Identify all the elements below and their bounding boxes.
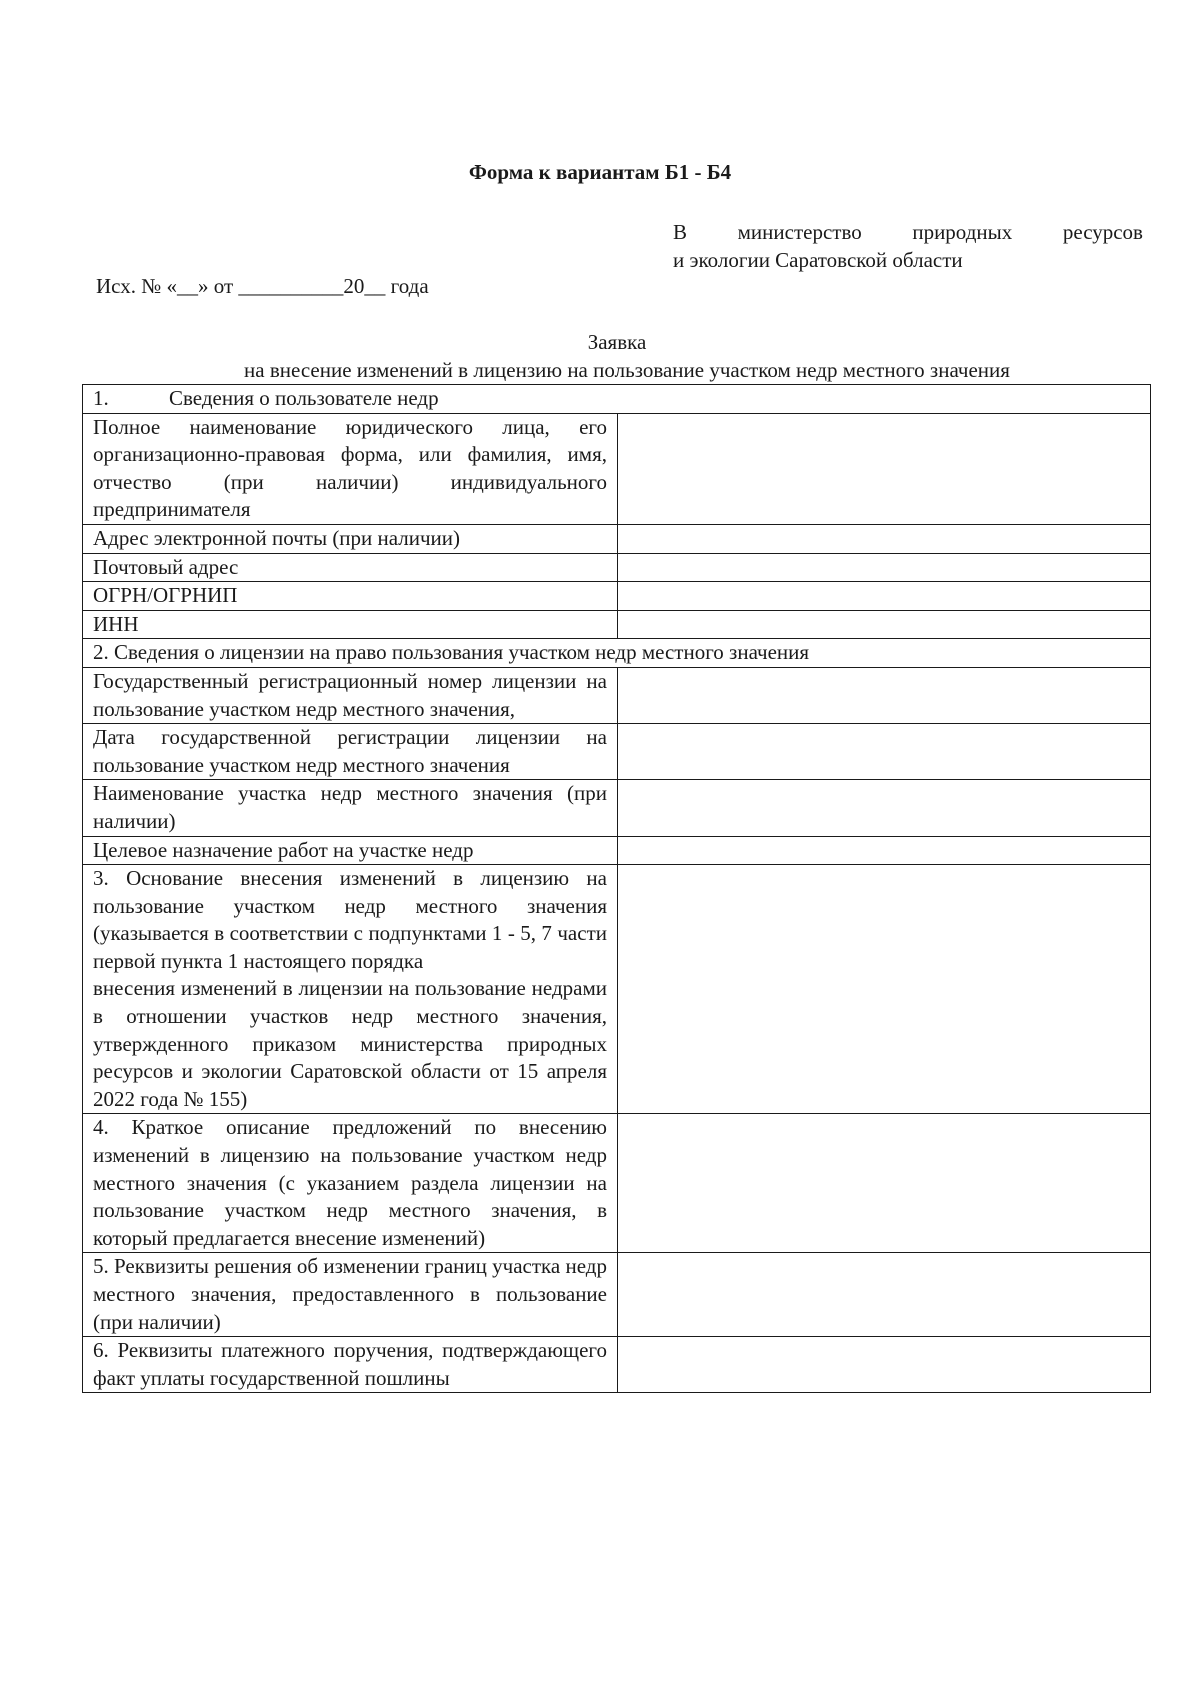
table-row	[83, 1253, 1151, 1337]
addressee-block	[673, 218, 1143, 274]
table-row	[83, 667, 1151, 723]
table-row	[83, 1114, 1151, 1253]
field-label-email: Адрес электронной почты (при наличии)	[83, 524, 618, 553]
application-form-table	[82, 384, 1151, 1393]
field-value-payment-order[interactable]	[618, 1337, 1151, 1393]
field-label-ogrn: ОГРН/ОГРНИП	[83, 582, 618, 611]
field-value-postal-address[interactable]	[618, 553, 1151, 582]
field-label-license-number: Государственный регистрационный номер лицензии на пользование участком недр местного значения,	[83, 667, 618, 723]
table-row	[83, 1337, 1151, 1393]
form-title: Форма к вариантам Б1 - Б4	[468, 160, 732, 184]
table-row	[83, 610, 1151, 639]
table-row	[83, 553, 1151, 582]
field-label-change-basis	[83, 865, 618, 1114]
table-row	[83, 865, 1151, 1114]
field-value-boundary-decision[interactable]	[618, 1253, 1151, 1337]
field-value-change-basis[interactable]	[618, 865, 1151, 1114]
table-row	[83, 780, 1151, 836]
addressee-line-2: и экологии Саратовской области	[673, 248, 963, 272]
field-value-site-name[interactable]	[618, 780, 1151, 836]
table-row	[83, 524, 1151, 553]
field-label-payment-order: 6. Реквизиты платежного поручения, подтверждающего факт уплаты государственной пошлины	[83, 1337, 618, 1393]
field-value-inn[interactable]	[618, 610, 1151, 639]
section-2-title: 2. Сведения о лицензии на право пользования участком недр местного значения	[83, 639, 1151, 668]
field-value-change-description[interactable]	[618, 1114, 1151, 1253]
field-label-postal-address: Почтовый адрес	[83, 553, 618, 582]
table-row	[83, 413, 1151, 524]
change-basis-text-part-2: внесения изменений в лицензии на пользование недрами в отношении участков недр местного значения, утвержденного приказом министерства природных ресурсов и экологии Саратовской области от 15 апреля 2022 года № 155)	[93, 976, 607, 1111]
field-value-work-purpose[interactable]	[618, 836, 1151, 865]
addressee-word: министерство	[737, 220, 862, 244]
field-label-boundary-decision: 5. Реквизиты решения об изменении границ участка недр местного значения, предоставленного в пользование (при наличии)	[83, 1253, 618, 1337]
addressee-line-1	[673, 218, 1143, 246]
section-1-title: Сведения о пользователе недр	[169, 386, 439, 410]
outgoing-reference[interactable]: Исх. № «__» от __________20__ года	[96, 274, 429, 298]
field-label-inn: ИНН	[83, 610, 618, 639]
table-row	[83, 582, 1151, 611]
table-row	[83, 836, 1151, 865]
addressee-word: В	[673, 220, 688, 244]
addressee-word: природных	[912, 220, 1013, 244]
application-subtitle: на внесение изменений в лицензию на пользование участком недр местного значения	[244, 358, 1010, 382]
section-2-header	[83, 639, 1151, 668]
addressee-word: ресурсов	[1062, 220, 1143, 244]
section-1-number: 1.	[93, 386, 109, 410]
field-label-work-purpose: Целевое назначение работ на участке недр	[83, 836, 618, 865]
field-label-site-name: Наименование участка недр местного значения (при наличии)	[83, 780, 618, 836]
section-1-heading	[93, 385, 1140, 413]
section-1-header-cell	[83, 385, 1151, 414]
field-value-ogrn[interactable]	[618, 582, 1151, 611]
field-value-email[interactable]	[618, 524, 1151, 553]
field-label-full-name: Полное наименование юридического лица, его организационно-правовая форма, или фамилия, имя, отчество (при наличии) индивидуального предпринимателя	[83, 413, 618, 524]
table-row	[83, 724, 1151, 780]
field-value-full-name[interactable]	[618, 413, 1151, 524]
field-label-license-date: Дата государственной регистрации лицензии на пользование участком недр местного значения	[83, 724, 618, 780]
field-label-change-description: 4. Краткое описание предложений по внесению изменений в лицензию на пользование участком недр местного значения (с указанием раздела лицензии на пользование участком недр местного значения, в который предлагается внесение изменений)	[83, 1114, 618, 1253]
change-basis-text-part-1: 3. Основание внесения изменений в лицензию на пользование участком недр местного значения (указывается в соответствии с подпунктами 1 - 5, 7 части первой пункта 1 настоящего порядка	[93, 866, 607, 973]
field-value-license-number[interactable]	[618, 667, 1151, 723]
section-1-header	[83, 385, 1151, 414]
field-value-license-date[interactable]	[618, 724, 1151, 780]
application-title: Заявка	[587, 330, 647, 354]
